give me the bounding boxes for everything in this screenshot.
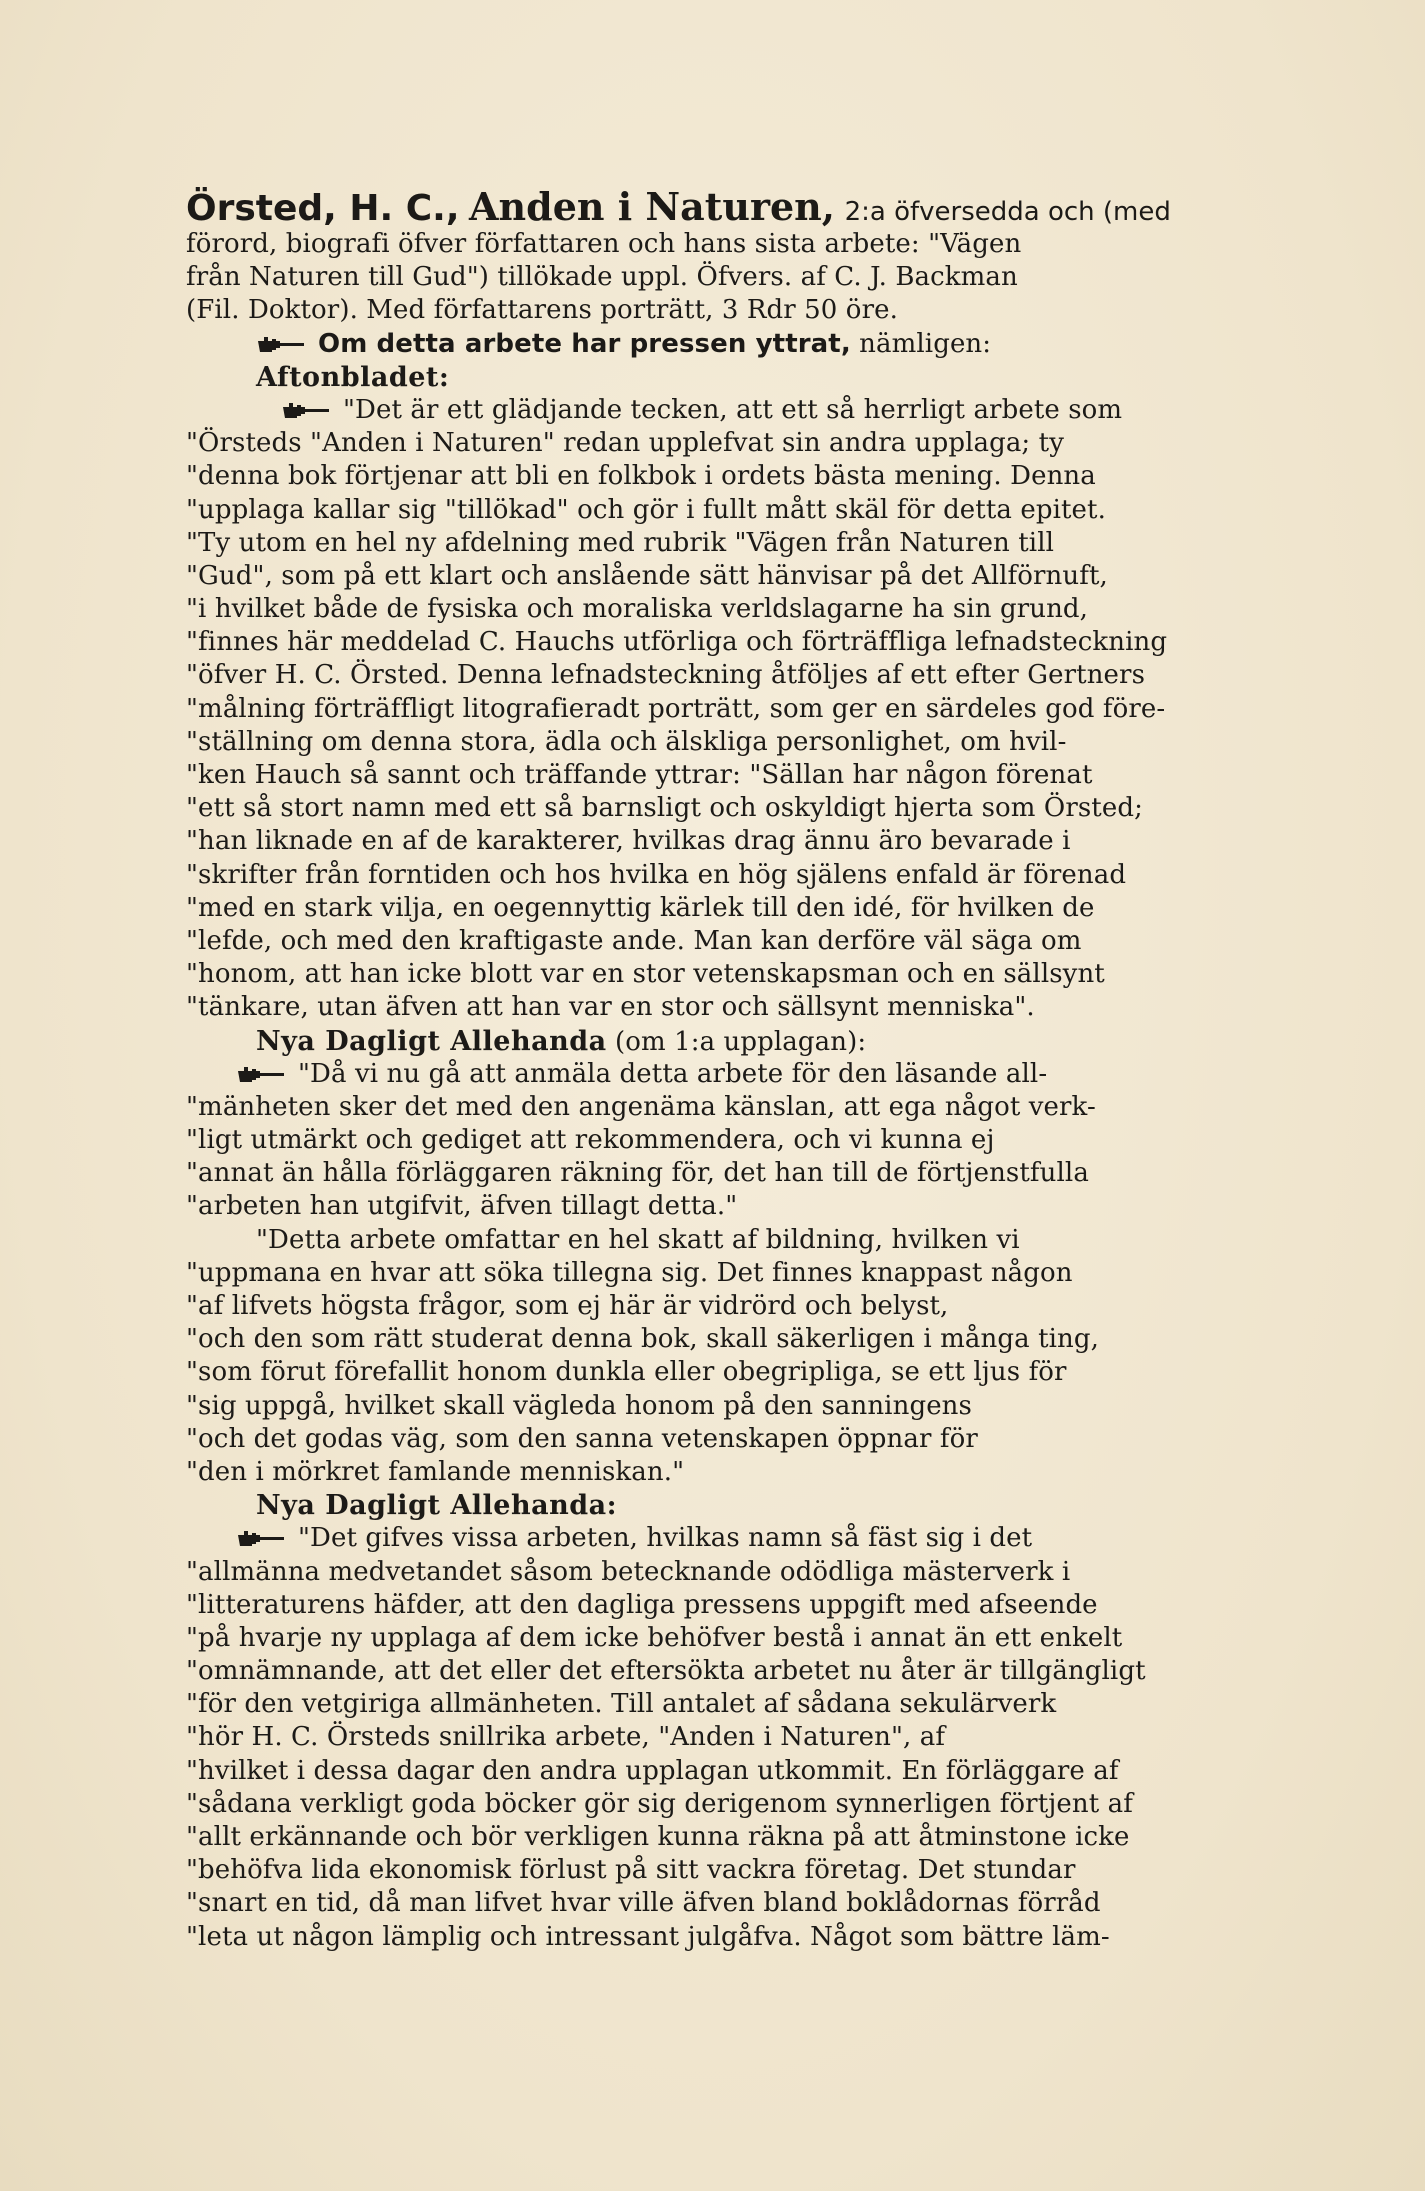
quote3-line: "behöfva lida ekonomisk förlust på sitt vackra företag. Det stundar <box>186 1855 1076 1886</box>
quote1-line: "honom, att han icke blott var en stor vetenskapsman och en sällsynt <box>186 959 1105 990</box>
press-intro: Om detta arbete har pressen yttrat, <box>318 328 851 359</box>
quote2-line: "af lifvets högsta frågor, som ej här är vidrörd och belyst, <box>186 1291 949 1321</box>
quote3-line: "för den vetgiriga allmänheten. Till antalet af sådana sekulärverk <box>186 1689 1057 1720</box>
quote2-line: "sig uppgå, hvilket skall vägleda honom på den sanningens <box>186 1390 972 1421</box>
quote1-line: "tänkare, utan äfven att han var en stor och sällsynt menniska". <box>186 992 1035 1023</box>
quote2-line: "som förut förefallit honom dunkla eller obegripliga, se ett ljus för <box>186 1357 1067 1388</box>
intro-line: (Fil. Doktor). Med författarens porträtt, 3 Rdr 50 öre. <box>186 295 898 326</box>
pointing-hand-icon <box>281 401 333 421</box>
intro-line: förord, biografi öfver författaren och hans sista arbete: "Vägen <box>186 229 1022 259</box>
quote3-line: "Det gifves vissa arbeten, hvilkas namn så fäst sig i det <box>186 1522 1251 1555</box>
quote1-line: "ställning om denna stora, ädla och älskliga personlighet, om hvil- <box>186 726 1067 757</box>
quote2-line: "mänheten sker det med den angenäma känslan, att ega något verk- <box>186 1091 1096 1122</box>
quote1-line: "i hvilket både de fysiska och moraliska verldslagarne ha sin grund, <box>186 594 1089 625</box>
quote3-line: "hvilket i dessa dagar den andra upplagan utkommit. En förläggare af <box>186 1755 1119 1786</box>
quote2-line: "Då vi nu gå att anmäla detta arbete för den läsande all- <box>186 1058 1251 1091</box>
press-intro-line <box>186 328 1251 361</box>
quote1-line: "Det är ett glädjande tecken, att ett så herrligt arbete som <box>186 394 1251 427</box>
quote2-line: "Detta arbete omfattar en hel skatt af bildning, hvilken vi <box>256 1224 1020 1255</box>
source-nda1: Nya Dagligt Allehanda (om 1:a upplagan): <box>256 1025 867 1057</box>
quote2-line: "den i mörkret famlande menniskan." <box>186 1456 685 1487</box>
quote2-line: "och det godas väg, som den sanna vetenskapen öppnar för <box>186 1423 978 1454</box>
quote3-line: "sådana verkligt goda böcker gör sig derigenom synnerligen förtjent af <box>186 1788 1133 1819</box>
quote2-line: "annat än hålla förläggaren räkning för, det han till de förtjenstfulla <box>186 1158 1089 1189</box>
source-aftonbladet: Aftonbladet: <box>256 361 450 393</box>
quote3-line: "allt erkännande och bör verkligen kunna räkna på att åtminstone icke <box>186 1822 1130 1852</box>
quote3-line: "omnämnande, att det eller det eftersökta arbetet nu åter är tillgängligt <box>186 1656 1146 1687</box>
quote3-line: "hör H. C. Örsteds snillrika arbete, "Anden i Naturen", af <box>186 1722 946 1753</box>
quote1-line: "Örsteds "Anden i Naturen" redan upplefvat sin andra upplaga; ty <box>186 428 1064 459</box>
quote1-line: "Ty utom en hel ny afdelning med rubrik "Vägen från Naturen till <box>186 527 1055 558</box>
quote3-line: "litteraturens häfder, att den dagliga pressens uppgift med afseende <box>186 1589 1098 1620</box>
quote1-line: "lefde, och med den kraftigaste ande. Man kan derföre väl säga om <box>186 925 1082 956</box>
intro-line: från Naturen till Gud") tillökade uppl. Öfvers. af C. J. Backman <box>186 262 1018 293</box>
press-intro-tail: nämligen: <box>859 328 992 359</box>
quote3-line: "allmänna medvetandet såsom betecknande odödliga mästerverk i <box>186 1556 1071 1587</box>
quote1-line: "skrifter från forntiden och hos hvilka en hög själens enfald är förenad <box>186 859 1127 890</box>
edition-note: 2:a öfversedda och (med <box>844 197 1171 227</box>
quote1-line: "ken Hauch så sannt och träffande yttrar: "Sällan har någon förenat <box>186 760 1093 790</box>
quote1-line: "upplaga kallar sig "tillökad" och gör i fullt mått skäl för detta epitet. <box>186 494 1106 525</box>
quote1-line: "med en stark vilja, en oegennyttig kärlek till den idé, för hvilken de <box>186 892 1095 923</box>
quote2-line: "arbeten han utgifvit, äfven tillagt detta." <box>186 1191 738 1222</box>
quote1-line: "finnes här meddelad C. Hauchs utförliga och förträffliga lefnadsteckning <box>186 627 1168 658</box>
pointing-hand-icon <box>256 335 308 355</box>
heading <box>186 186 1251 228</box>
quote2-line: "ligt utmärkt och gediget att rekommendera, och vi kunna ej <box>186 1125 995 1156</box>
source-nda2: Nya Dagligt Allehanda: <box>256 1490 618 1522</box>
quote1-line: "öfver H. C. Örsted. Denna lefnadsteckning åtföljes af ett efter Gertners <box>186 660 1146 691</box>
quote1-line: "denna bok förtjenar att bli en folkbok i ordets bästa mening. Denna <box>186 461 1096 492</box>
quote3-line: "leta ut någon lämplig och intressant julgåfva. Något som bättre läm- <box>186 1921 1110 1952</box>
book-title: Anden i Naturen, <box>469 184 836 229</box>
advertisement-text <box>186 186 1251 1954</box>
quote1-line: "målning förträffligt litografieradt porträtt, som ger en särdeles god före- <box>186 693 1166 724</box>
quote1-line: "Gud", som på ett klart och anslående sätt hänvisar på det Allförnuft, <box>186 560 1108 591</box>
quote3-line: "på hvarje ny upplaga af dem icke behöfver bestå i annat än ett enkelt <box>186 1622 1123 1653</box>
pointing-hand-icon <box>236 1065 288 1085</box>
quote2-line: "och den som rätt studerat denna bok, skall säkerligen i många ting, <box>186 1324 1099 1355</box>
quote1-line: "ett så stort namn med ett så barnsligt och oskyldigt hjerta som Örsted; <box>186 793 1143 824</box>
author-name: Örsted, H. C., <box>186 188 460 229</box>
quote1-line: "han liknade en af de karakterer, hvilkas drag ännu äro bevarade i <box>186 826 1071 857</box>
pointing-hand-icon <box>236 1529 288 1549</box>
quote3-line: "snart en tid, då man lifvet hvar ville äfven bland boklådornas förråd <box>186 1888 1101 1919</box>
quote2-line: "uppmana en hvar att söka tillegna sig. Det finnes knappast någon <box>186 1257 1073 1288</box>
